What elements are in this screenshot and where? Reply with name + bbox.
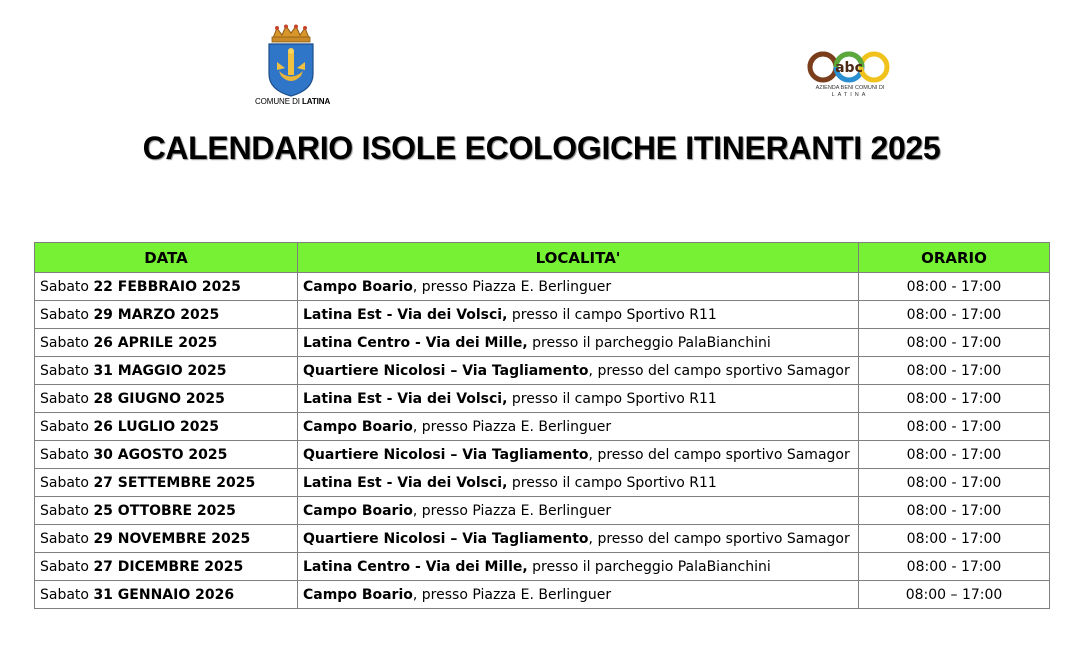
time-cell: 08:00 – 17:00 — [859, 581, 1050, 609]
day-label: Sabato — [40, 362, 94, 379]
location-name: Campo Boario — [303, 418, 413, 435]
table-row — [35, 329, 1050, 357]
location-name: Quartiere Nicolosi – Via Tagliamento — [303, 530, 589, 547]
date-cell — [35, 329, 298, 357]
date-value: 22 FEBBRAIO 2025 — [93, 278, 241, 295]
date-cell — [35, 273, 298, 301]
date-value: 28 GIUGNO 2025 — [93, 390, 225, 407]
date-value: 26 LUGLIO 2025 — [93, 418, 219, 435]
location-cell — [298, 525, 859, 553]
comune-di-latina-logo — [255, 24, 331, 108]
time-cell: 08:00 - 17:00 — [859, 301, 1050, 329]
location-detail: presso il parcheggio PalaBianchini — [527, 558, 771, 575]
date-cell — [35, 441, 298, 469]
location-cell — [298, 329, 859, 357]
location-detail: presso il campo Sportivo R11 — [507, 474, 717, 491]
time-cell: 08:00 - 17:00 — [859, 357, 1050, 385]
location-cell — [298, 553, 859, 581]
location-detail: presso il parcheggio PalaBianchini — [527, 334, 771, 351]
abc-latina-logo — [800, 50, 900, 100]
location-cell — [298, 469, 859, 497]
table-row — [35, 525, 1050, 553]
header-localita: LOCALITA' — [298, 243, 859, 273]
day-label: Sabato — [40, 502, 94, 519]
location-detail: , presso del campo sportivo Samagor — [588, 446, 850, 463]
table-row — [35, 553, 1050, 581]
time-cell: 08:00 - 17:00 — [859, 441, 1050, 469]
table-row — [35, 581, 1050, 609]
location-name: Latina Est - Via dei Volsci, — [303, 390, 508, 407]
time-cell: 08:00 - 17:00 — [859, 273, 1050, 301]
table-row — [35, 273, 1050, 301]
date-value: 25 OTTOBRE 2025 — [93, 502, 236, 519]
location-name: Quartiere Nicolosi – Via Tagliamento — [303, 362, 589, 379]
time-cell: 08:00 - 17:00 — [859, 385, 1050, 413]
day-label: Sabato — [40, 446, 94, 463]
header-orario: ORARIO — [859, 243, 1050, 273]
location-name: Campo Boario — [303, 586, 413, 603]
location-cell — [298, 385, 859, 413]
day-label: Sabato — [40, 530, 94, 547]
time-cell: 08:00 - 17:00 — [859, 329, 1050, 357]
date-value: 27 SETTEMBRE 2025 — [93, 474, 256, 491]
location-cell — [298, 581, 859, 609]
location-detail: presso il campo Sportivo R11 — [507, 390, 717, 407]
day-label: Sabato — [40, 558, 94, 575]
day-label: Sabato — [40, 334, 94, 351]
table-row — [35, 385, 1050, 413]
location-detail: , presso del campo sportivo Samagor — [588, 362, 850, 379]
table-header-row — [35, 243, 1050, 273]
day-label: Sabato — [40, 278, 94, 295]
location-cell — [298, 357, 859, 385]
time-cell: 08:00 - 17:00 — [859, 525, 1050, 553]
time-cell: 08:00 - 17:00 — [859, 413, 1050, 441]
date-value: 30 AGOSTO 2025 — [93, 446, 228, 463]
location-name: Latina Est - Via dei Volsci, — [303, 306, 508, 323]
day-label: Sabato — [40, 418, 94, 435]
page-title: CALENDARIO ISOLE ECOLOGICHE ITINERANTI 2025 — [142, 130, 941, 166]
location-detail: presso il campo Sportivo R11 — [507, 306, 717, 323]
location-name: Latina Est - Via dei Volsci, — [303, 474, 508, 491]
abc-caption-line2: LATINA — [831, 92, 869, 98]
location-detail: , presso Piazza E. Berlinguer — [412, 586, 612, 603]
date-cell — [35, 525, 298, 553]
day-label: Sabato — [40, 474, 94, 491]
date-value: 31 MAGGIO 2025 — [93, 362, 227, 379]
location-name: Latina Centro - Via dei Mille, — [303, 334, 528, 351]
date-cell — [35, 357, 298, 385]
location-name: Latina Centro - Via dei Mille, — [303, 558, 528, 575]
date-value: 29 NOVEMBRE 2025 — [93, 530, 251, 547]
location-name: Campo Boario — [303, 502, 413, 519]
time-cell: 08:00 - 17:00 — [859, 553, 1050, 581]
table-row — [35, 497, 1050, 525]
header-data: DATA — [35, 243, 298, 273]
time-cell: 08:00 - 17:00 — [859, 469, 1050, 497]
location-detail: , presso Piazza E. Berlinguer — [412, 502, 612, 519]
date-cell — [35, 413, 298, 441]
location-detail: , presso del campo sportivo Samagor — [588, 530, 850, 547]
abc-logo-mark — [806, 50, 892, 84]
date-cell — [35, 553, 298, 581]
location-cell — [298, 413, 859, 441]
table-row — [35, 469, 1050, 497]
date-cell — [35, 581, 298, 609]
date-value: 27 DICEMBRE 2025 — [93, 558, 244, 575]
location-name: Quartiere Nicolosi – Via Tagliamento — [303, 446, 589, 463]
table-row — [35, 357, 1050, 385]
comune-di-latina-caption: COMUNE DI LATINA — [255, 97, 331, 106]
date-value: 31 GENNAIO 2026 — [93, 586, 235, 603]
location-cell — [298, 497, 859, 525]
location-cell — [298, 301, 859, 329]
location-cell — [298, 441, 859, 469]
table-row — [35, 413, 1050, 441]
day-label: Sabato — [40, 586, 94, 603]
time-cell: 08:00 - 17:00 — [859, 497, 1050, 525]
day-label: Sabato — [40, 306, 94, 323]
location-cell — [298, 273, 859, 301]
date-value: 29 MARZO 2025 — [93, 306, 220, 323]
location-detail: , presso Piazza E. Berlinguer — [412, 278, 612, 295]
day-label: Sabato — [40, 390, 94, 407]
date-value: 26 APRILE 2025 — [93, 334, 218, 351]
abc-logo-text: abc — [835, 60, 863, 76]
latina-coat-of-arms-icon — [255, 24, 327, 98]
table-row — [35, 441, 1050, 469]
abc-caption-line1: AZIENDA BENI COMUNI DI — [815, 85, 885, 91]
date-cell — [35, 301, 298, 329]
location-name: Campo Boario — [303, 278, 413, 295]
schedule-table — [34, 242, 1050, 609]
date-cell — [35, 469, 298, 497]
location-detail: , presso Piazza E. Berlinguer — [412, 418, 612, 435]
date-cell — [35, 497, 298, 525]
date-cell — [35, 385, 298, 413]
table-row — [35, 301, 1050, 329]
